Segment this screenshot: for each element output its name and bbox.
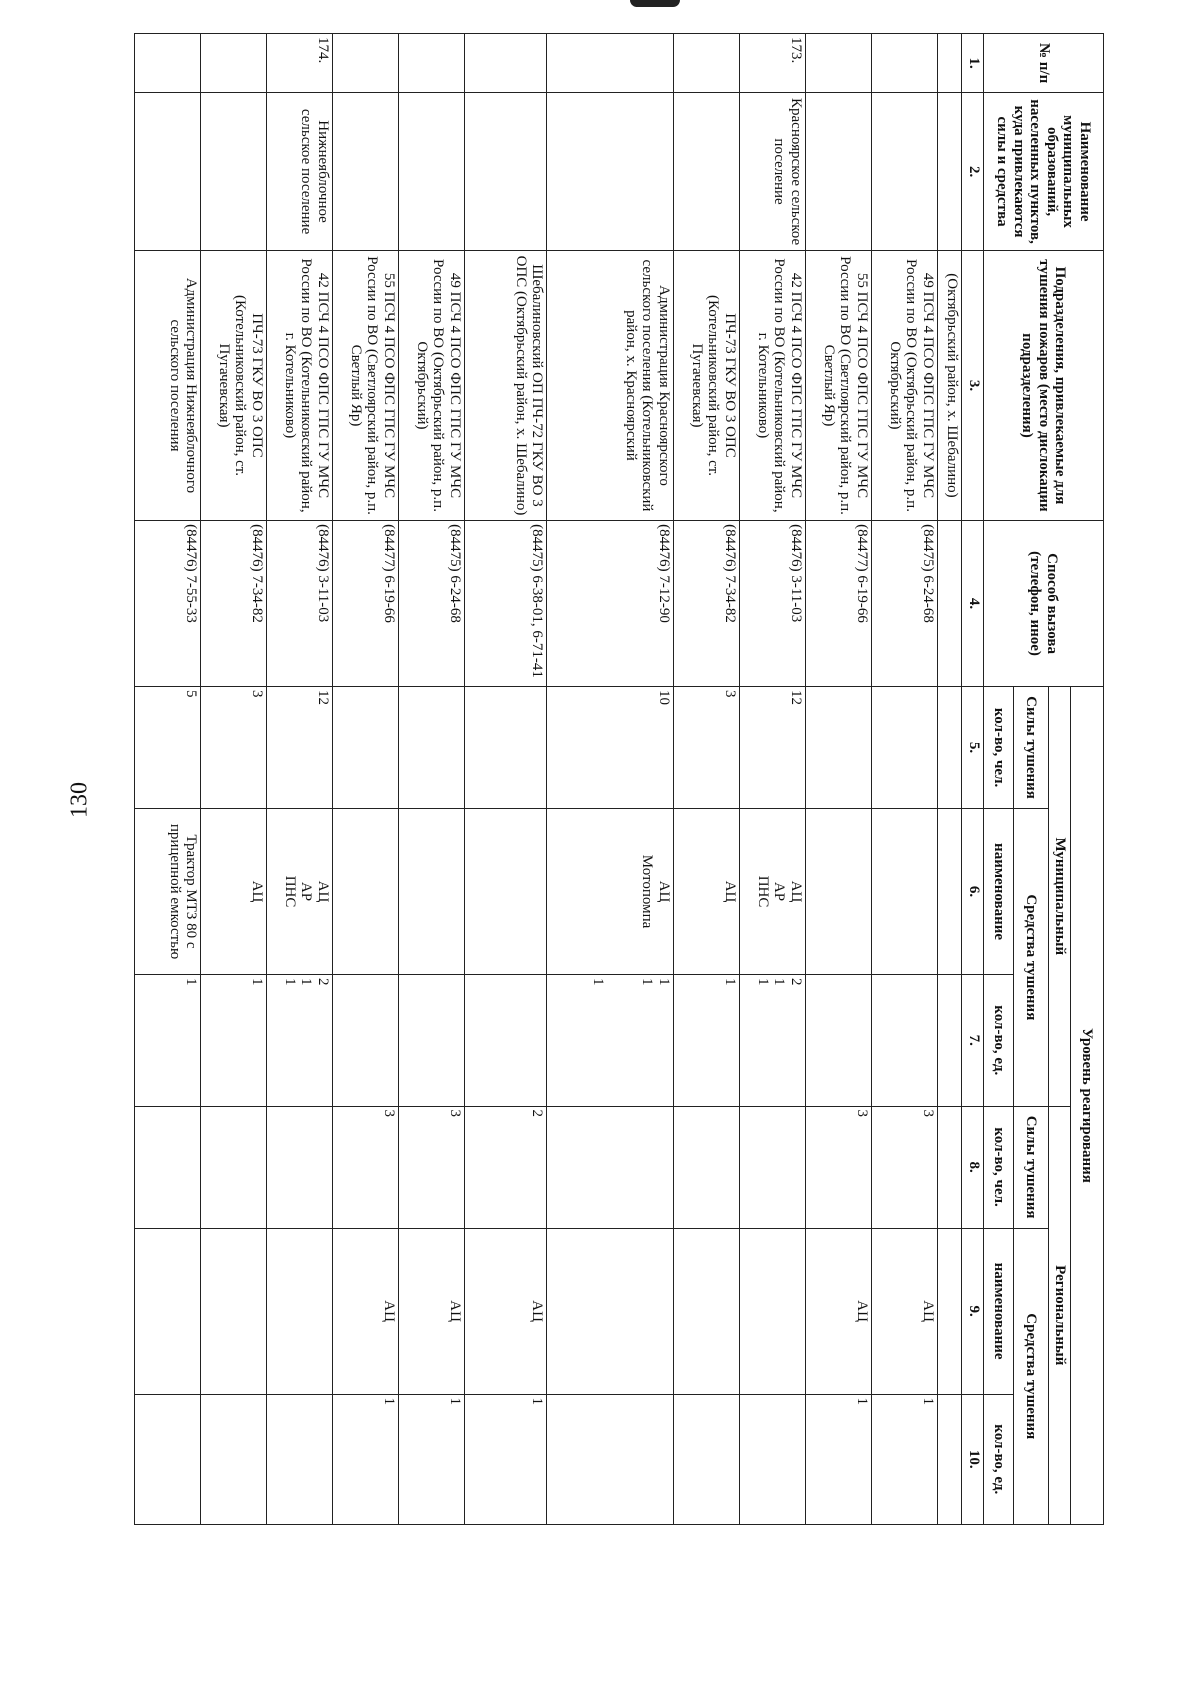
forces-municipal-cell: 3 — [673, 687, 739, 809]
table-row — [267, 34, 333, 1525]
column-number: 2. — [962, 93, 984, 251]
means-name-municipal-cell — [398, 809, 464, 975]
header-call-method: Способ вызова (телефон, иное) — [984, 521, 1104, 687]
means-count-regional-cell — [673, 1394, 739, 1524]
header-regional: Региональный — [1049, 1106, 1071, 1524]
table-row — [332, 34, 398, 1525]
forces-regional-cell — [937, 1106, 961, 1228]
means-count-municipal-cell: 1 — [135, 975, 201, 1107]
header-name-municipal: наименование — [984, 809, 1014, 975]
unit-cell: 49 ПСЧ 4 ПСО ФПС ГПС ГУ МЧС России по ВО (Октябрьский район, р.п. Октябрьский) — [871, 250, 937, 520]
header-number: № п/п — [984, 34, 1104, 93]
forces-municipal-cell — [398, 687, 464, 809]
unit-cell: Администрация Красноярского сельского поселения (Котельниковский район, х. Красноярский — [547, 250, 673, 520]
means-count-regional-cell: 1 — [805, 1394, 871, 1524]
document-table-container — [134, 33, 1104, 1525]
forces-regional-cell — [267, 1106, 333, 1228]
table-body — [135, 34, 984, 1525]
municipality-cell — [135, 93, 201, 251]
row-number: 174. — [267, 34, 333, 93]
forces-regional-cell — [673, 1106, 739, 1228]
means-count-regional-cell — [547, 1394, 673, 1524]
phone-cell: (84475) 6-24-68 — [871, 521, 937, 687]
phone-cell: (84476) 7-12-90 — [547, 521, 673, 687]
means-name-regional-cell — [547, 1228, 673, 1394]
table-row — [937, 34, 961, 1525]
forces-municipal-cell — [871, 687, 937, 809]
binding-mark — [630, 0, 680, 7]
table-row — [201, 34, 267, 1525]
means-name-regional-cell: АЦ — [332, 1228, 398, 1394]
column-number: 4. — [962, 521, 984, 687]
means-count-municipal-cell: 2 1 1 — [267, 975, 333, 1107]
row-number: 173. — [739, 34, 805, 93]
header-municipality: Наименование муниципальных образований, населенных пунктов, куда привлекаются силы и средства — [984, 93, 1104, 251]
phone-cell: (84476) 7-34-82 — [201, 521, 267, 687]
means-name-regional-cell — [267, 1228, 333, 1394]
forces-municipal-cell — [805, 687, 871, 809]
municipality-cell — [201, 93, 267, 251]
row-number — [673, 34, 739, 93]
municipality-cell — [937, 93, 961, 251]
means-count-municipal-cell: 1 — [673, 975, 739, 1107]
municipality-cell: Нижнеяблочное сельское поселение — [267, 93, 333, 251]
means-count-regional-cell — [135, 1394, 201, 1524]
header-forces-municipal: Силы тушения — [1014, 687, 1049, 809]
column-number: 10. — [962, 1394, 984, 1524]
means-count-regional-cell — [739, 1394, 805, 1524]
means-name-municipal-cell: Трактор МТЗ 80 с прицепной емкостью — [135, 809, 201, 975]
phone-cell: (84477) 6-19-66 — [332, 521, 398, 687]
unit-cell: 42 ПСЧ 4 ПСО ФПС ГПС ГУ МЧС России по ВО (Котельниковский район, г. Котельниково) — [739, 250, 805, 520]
fire-response-table — [134, 33, 1104, 1525]
means-count-regional-cell — [201, 1394, 267, 1524]
phone-cell: (84476) 3-11-03 — [267, 521, 333, 687]
means-count-regional-cell: 1 — [398, 1394, 464, 1524]
column-number: 9. — [962, 1228, 984, 1394]
means-name-regional-cell: АЦ — [871, 1228, 937, 1394]
table-row — [135, 34, 201, 1525]
means-name-regional-cell: АЦ — [464, 1228, 546, 1394]
means-name-regional-cell — [739, 1228, 805, 1394]
row-number — [871, 34, 937, 93]
means-count-regional-cell — [937, 1394, 961, 1524]
header-count-people-regional: кол-во, чел. — [984, 1106, 1014, 1228]
forces-regional-cell — [135, 1106, 201, 1228]
forces-municipal-cell — [937, 687, 961, 809]
column-number: 3. — [962, 250, 984, 520]
phone-cell — [937, 521, 961, 687]
means-count-municipal-cell — [398, 975, 464, 1107]
means-name-municipal-cell: АЦ АР ПНС — [739, 809, 805, 975]
means-count-municipal-cell — [805, 975, 871, 1107]
unit-cell: Администрация Нижнеяблочного сельского поселения — [135, 250, 201, 520]
forces-municipal-cell — [464, 687, 546, 809]
forces-regional-cell: 2 — [464, 1106, 546, 1228]
column-number-row — [962, 34, 984, 1525]
means-count-municipal-cell — [937, 975, 961, 1107]
forces-regional-cell: 3 — [871, 1106, 937, 1228]
header-name-regional: наименование — [984, 1228, 1014, 1394]
means-name-municipal-cell: АЦ — [673, 809, 739, 975]
phone-cell: (84475) 6-24-68 — [398, 521, 464, 687]
municipality-cell: Красноярское сельское поселение — [739, 93, 805, 251]
row-number — [201, 34, 267, 93]
municipality-cell — [398, 93, 464, 251]
header-count-units-regional: кол-во, ед. — [984, 1394, 1014, 1524]
means-name-regional-cell — [937, 1228, 961, 1394]
phone-cell: (84477) 6-19-66 — [805, 521, 871, 687]
unit-cell: 55 ПСЧ 4 ПСО ФПС ГПС ГУ МЧС России по ВО (Светлоярский район, р.п. Светлый Яр) — [332, 250, 398, 520]
phone-cell: (84476) 7-55-33 — [135, 521, 201, 687]
means-name-municipal-cell: АЦ Мотопомпа — [547, 809, 673, 975]
table-row — [871, 34, 937, 1525]
means-name-municipal-cell — [871, 809, 937, 975]
unit-cell: 49 ПСЧ 4 ПСО ФПС ГПС ГУ МЧС России по ВО (Октябрьский район, р.п. Октябрьский) — [398, 250, 464, 520]
unit-cell: ПЧ-73 ГКУ ВО 3 ОПС (Котельниковский район, ст. Пугачевская) — [673, 250, 739, 520]
municipality-cell — [547, 93, 673, 251]
column-number: 7. — [962, 975, 984, 1107]
header-count-units-municipal: кол-во, ед. — [984, 975, 1014, 1107]
means-name-municipal-cell — [805, 809, 871, 975]
forces-municipal-cell: 3 — [201, 687, 267, 809]
row-number — [937, 34, 961, 93]
table-row — [673, 34, 739, 1525]
column-number: 6. — [962, 809, 984, 975]
municipality-cell — [673, 93, 739, 251]
municipality-cell — [805, 93, 871, 251]
means-count-regional-cell: 1 — [464, 1394, 546, 1524]
unit-cell: ПЧ-73 ГКУ ВО 3 ОПС (Котельниковский район, ст. Пугачевская) — [201, 250, 267, 520]
forces-municipal-cell: 5 — [135, 687, 201, 809]
forces-municipal-cell — [332, 687, 398, 809]
means-name-regional-cell — [673, 1228, 739, 1394]
header-means-municipal: Средства тушения — [1014, 809, 1049, 1106]
municipality-cell — [332, 93, 398, 251]
header-forces-regional: Силы тушения — [1014, 1106, 1049, 1228]
means-count-municipal-cell: 1 1 1 — [547, 975, 673, 1107]
phone-cell: (84475) 6-38-01, 6-71-41 — [464, 521, 546, 687]
means-name-municipal-cell — [464, 809, 546, 975]
forces-regional-cell — [547, 1106, 673, 1228]
means-name-municipal-cell — [937, 809, 961, 975]
means-name-regional-cell — [201, 1228, 267, 1394]
means-count-municipal-cell: 1 — [201, 975, 267, 1107]
phone-cell: (84476) 7-34-82 — [673, 521, 739, 687]
municipality-cell — [464, 93, 546, 251]
unit-cell: Шебалиновский ОП ПЧ-72 ГКУ ВО 3 ОПС (Октябрьский район, х. Шебалино) — [464, 250, 546, 520]
means-name-regional-cell — [135, 1228, 201, 1394]
forces-regional-cell: 3 — [805, 1106, 871, 1228]
forces-regional-cell — [739, 1106, 805, 1228]
means-count-regional-cell: 1 — [332, 1394, 398, 1524]
row-number — [464, 34, 546, 93]
header-response-level: Уровень реагирования — [1071, 687, 1104, 1525]
row-number — [332, 34, 398, 93]
page-number: 130 — [66, 782, 93, 818]
means-count-regional-cell: 1 — [871, 1394, 937, 1524]
row-number — [398, 34, 464, 93]
forces-municipal-cell: 10 — [547, 687, 673, 809]
means-count-municipal-cell — [871, 975, 937, 1107]
column-number: 5. — [962, 687, 984, 809]
table-row — [805, 34, 871, 1525]
row-number — [547, 34, 673, 93]
column-number: 1. — [962, 34, 984, 93]
municipality-cell — [871, 93, 937, 251]
table-row — [547, 34, 673, 1525]
means-name-municipal-cell: АЦ — [201, 809, 267, 975]
unit-cell: 42 ПСЧ 4 ПСО ФПС ГПС ГУ МЧС России по ВО (Котельниковский район, г. Котельниково) — [267, 250, 333, 520]
forces-regional-cell: 3 — [398, 1106, 464, 1228]
forces-municipal-cell: 12 — [739, 687, 805, 809]
forces-regional-cell: 3 — [332, 1106, 398, 1228]
means-name-regional-cell: АЦ — [398, 1228, 464, 1394]
means-count-municipal-cell: 2 1 1 — [739, 975, 805, 1107]
table-row — [464, 34, 546, 1525]
header-units: Подразделения, привлекаемые для тушения пожаров (место дислокации подразделения) — [984, 250, 1104, 520]
header-count-people-municipal: кол-во, чел. — [984, 687, 1014, 809]
table-row — [739, 34, 805, 1525]
means-name-municipal-cell — [332, 809, 398, 975]
unit-cell: (Октябрьский район, х. Шебалино) — [937, 250, 961, 520]
means-name-regional-cell: АЦ — [805, 1228, 871, 1394]
row-number — [805, 34, 871, 93]
phone-cell: (84476) 3-11-03 — [739, 521, 805, 687]
forces-regional-cell — [201, 1106, 267, 1228]
means-count-municipal-cell — [332, 975, 398, 1107]
means-name-municipal-cell: АЦ АР ПНС — [267, 809, 333, 975]
unit-cell: 55 ПСЧ 4 ПСО ФПС ГПС ГУ МЧС России по ВО (Светлоярский район, р.п. Светлый Яр) — [805, 250, 871, 520]
header-means-regional: Средства тушения — [1014, 1228, 1049, 1524]
table-row — [398, 34, 464, 1525]
means-count-municipal-cell — [464, 975, 546, 1107]
forces-municipal-cell: 12 — [267, 687, 333, 809]
column-number: 8. — [962, 1106, 984, 1228]
row-number — [135, 34, 201, 93]
means-count-regional-cell — [267, 1394, 333, 1524]
header-municipal: Муниципальный — [1049, 687, 1071, 1107]
